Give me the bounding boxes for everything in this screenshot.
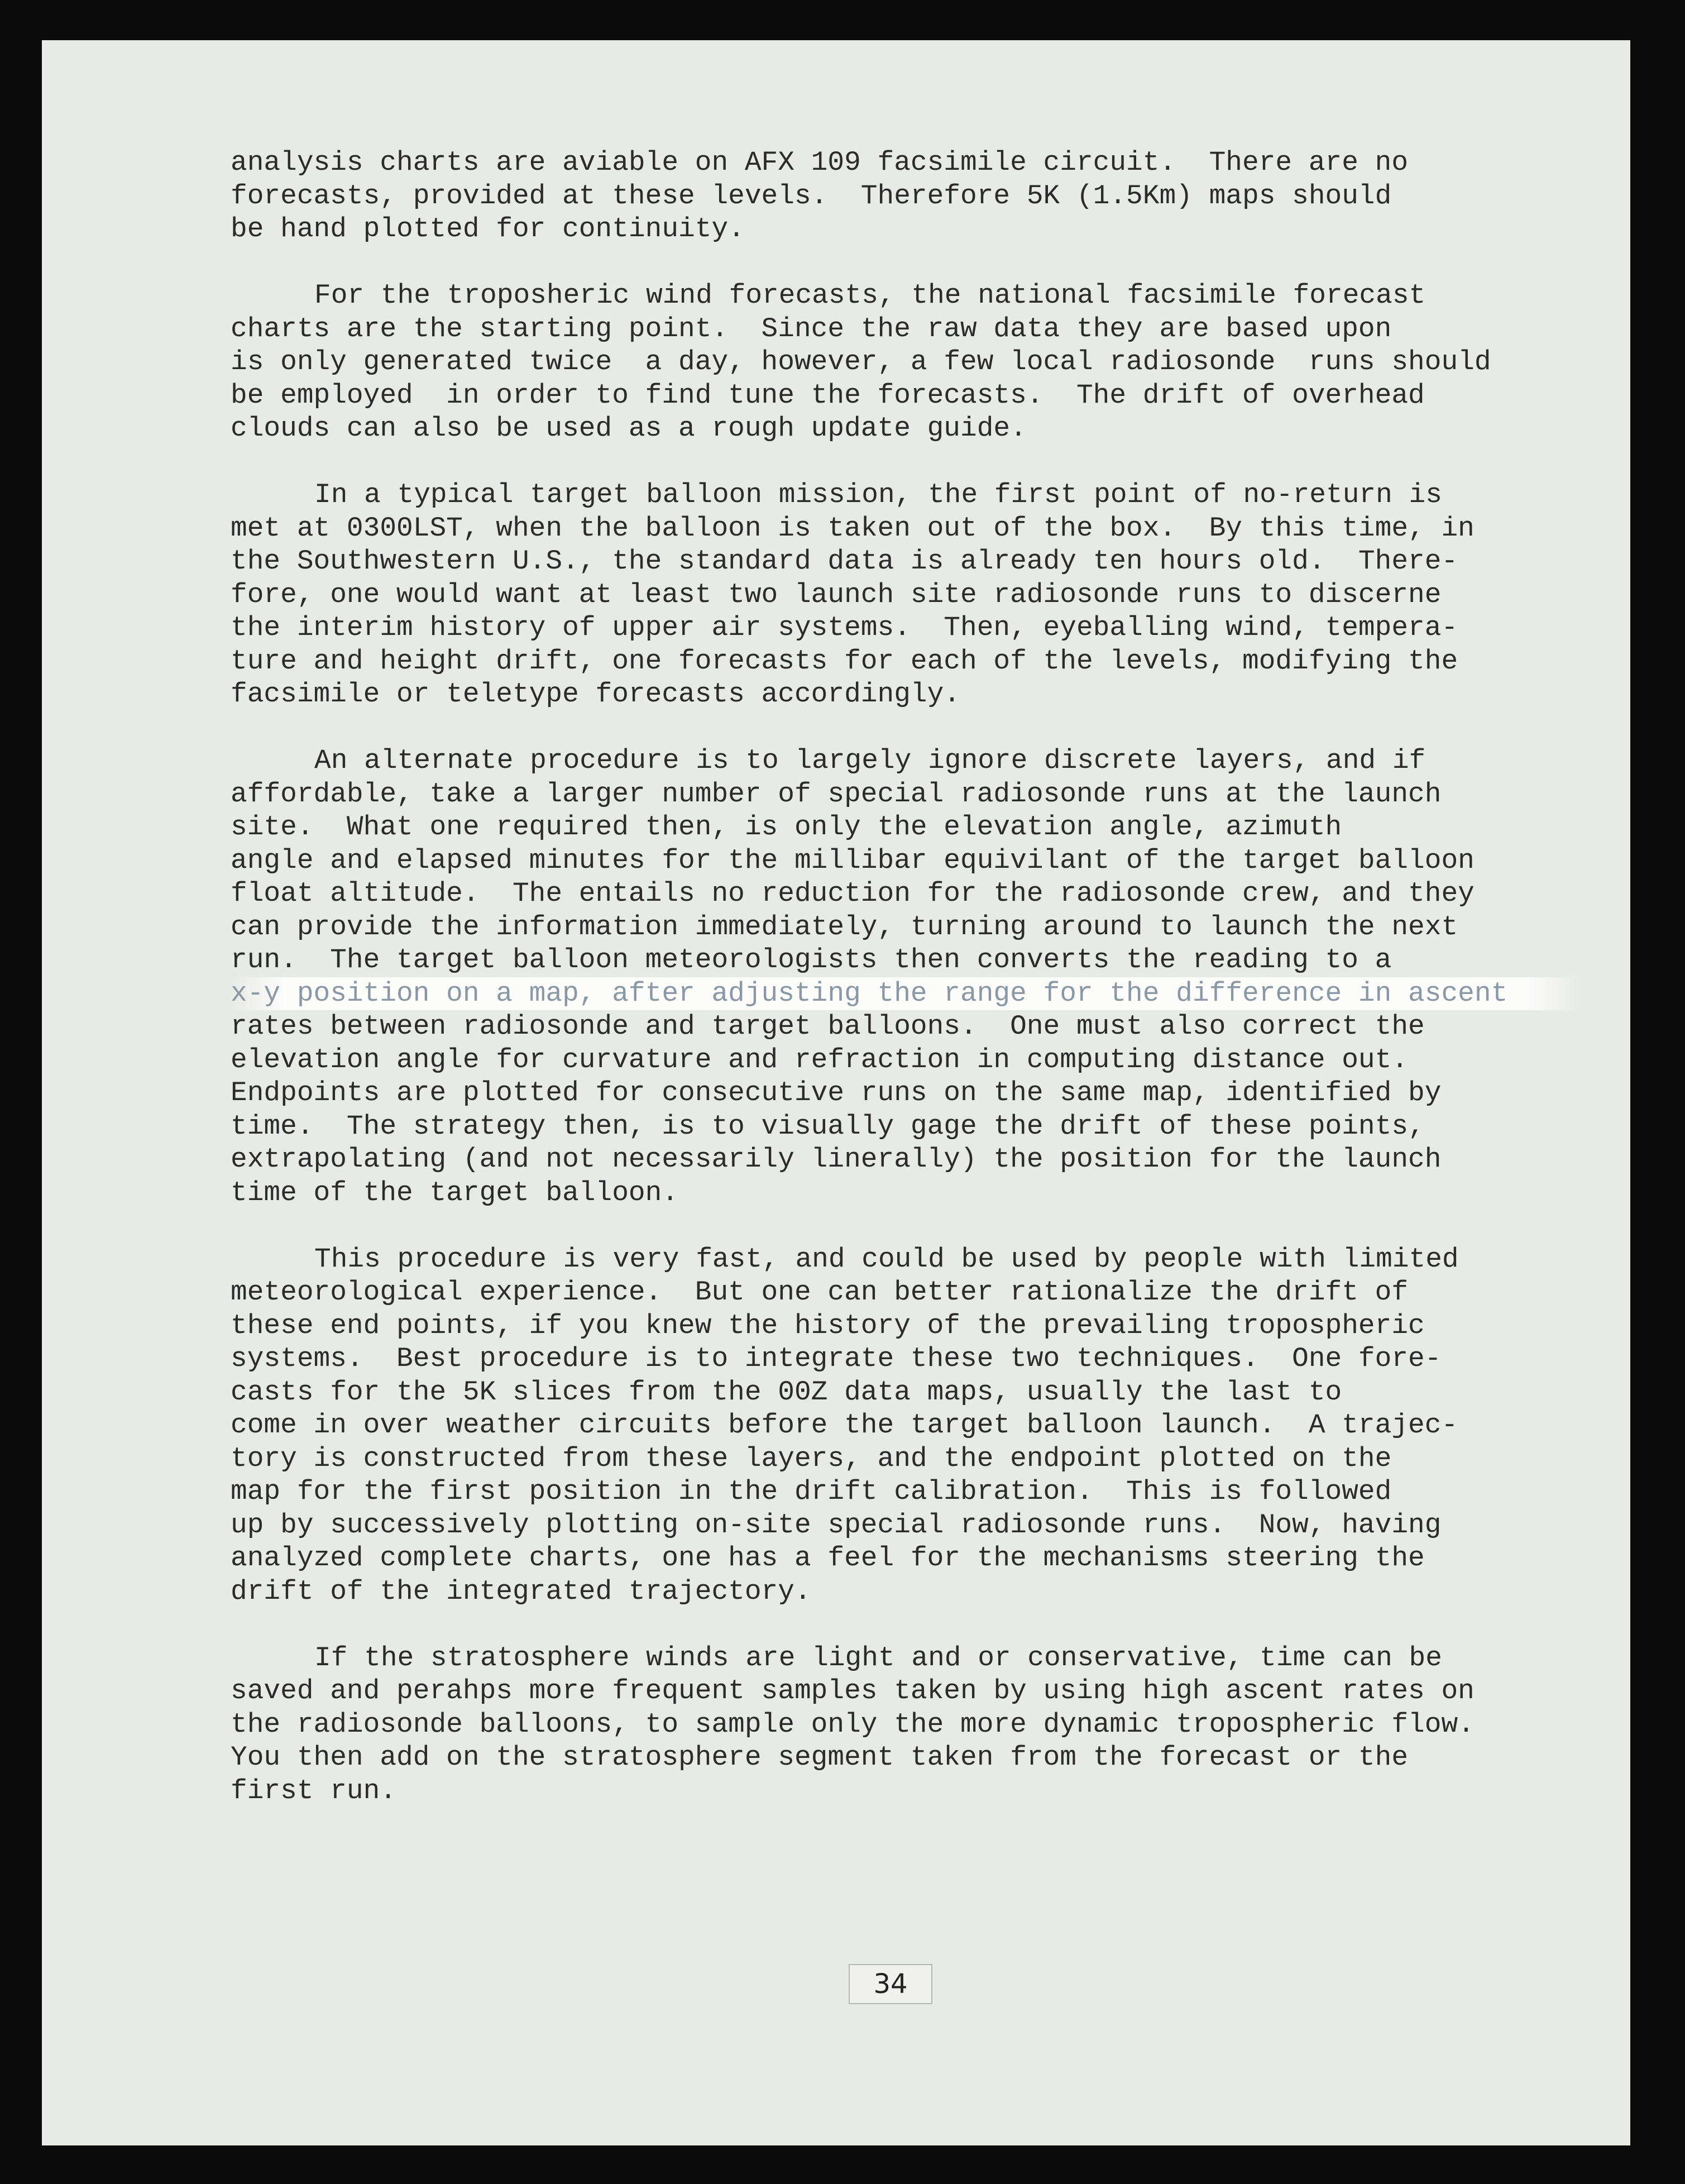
text-line: the interim history of upper air systems. Then, eyeballing wind, tempera- [231,612,1458,643]
text-line: If the stratosphere winds are light and or conservative, time can be [314,1642,1442,1674]
paragraph-6 [231,1642,1582,1808]
text-line: Endpoints are plotted for consecutive runs on the same map, identified by [231,1077,1442,1108]
text-line: charts are the starting point. Since the raw data they are based upon [231,313,1392,345]
text-line: run. The target balloon meteorologists then converts the reading to a [231,944,1392,976]
document-page [42,40,1630,2145]
text-line: drift of the integrated trajectory. [231,1575,811,1607]
text-line: met at 0300LST, when the balloon is taken out of the box. By this time, in [231,512,1475,544]
text-line: clouds can also be used as a rough update guide. [231,413,1027,444]
text-line: This procedure is very fast, and could be used by people with limited [314,1243,1459,1275]
text-line: time of the target balloon. [231,1177,679,1208]
text-line: rates between radiosonde and target balloons. One must also correct the [231,1011,1425,1042]
faded-text-line: x-y position on a map, after adjusting the range for the difference in ascent [231,977,1582,1011]
text-line: is only generated twice a day, however, a few local radiosonde runs should [231,346,1491,377]
text-line: elevation angle for curvature and refraction in computing distance out. [231,1044,1409,1076]
text-line: systems. Best procedure is to integrate these two techniques. One fore- [231,1343,1442,1374]
text-line: float altitude. The entails no reduction for the radiosonde crew, and they [231,878,1475,909]
text-line: analysis charts are aviable on AFX 109 facsimile circuit. There are no [231,147,1409,178]
text-line: site. What one required then, is only the elevation angle, azimuth [231,811,1342,843]
text-line: saved and perahps more frequent samples taken by using high ascent rates on [231,1675,1475,1707]
text-line: come in over weather circuits before the target balloon launch. A trajec- [231,1409,1458,1441]
page-number: 34 [849,1964,932,2004]
text-line: first run. [231,1775,397,1807]
text-line: fore, one would want at least two launch site radiosonde runs to discerne [231,579,1442,610]
text-line: casts for the 5K slices from the 00Z data maps, usually the last to [231,1376,1342,1408]
text-line: extrapolating (and not necessarily linerally) the position for the launch [231,1144,1442,1175]
text-line: angle and elapsed minutes for the millibar equivilant of the target balloon [231,844,1475,876]
text-line: be employed in order to find tune the forecasts. The drift of overhead [231,379,1425,411]
text-line: can provide the information immediately, turning around to launch the next [231,911,1458,943]
text-line: You then add on the stratosphere segment taken from the forecast or the [231,1742,1409,1773]
paragraph-1 [231,146,1582,246]
text-line: ture and height drift, one forecasts for each of the levels, modifying the [231,645,1458,677]
text-line: In a typical target balloon mission, the first point of no-return is [314,479,1442,510]
text-line: these end points, if you knew the history of the prevailing tropospheric [231,1310,1425,1341]
text-line: be hand plotted for continuity. [231,213,745,245]
text-line: time. The strategy then, is to visually gage the drift of these points, [231,1110,1425,1142]
paragraph-4 [231,744,1582,1210]
text-line: the Southwestern U.S., the standard data is already ten hours old. There- [231,546,1458,577]
text-line: up by successively plotting on-site special radiosonde runs. Now, having [231,1509,1442,1541]
text-line: meteorological experience. But one can better rationalize the drift of [231,1277,1409,1308]
body-text [231,146,1582,1841]
text-line: For the troposheric wind forecasts, the national facsimile forecast [314,280,1426,311]
text-line: forecasts, provided at these levels. Therefore 5K (1.5Km) maps should [231,180,1392,212]
text-line: map for the first position in the drift calibration. This is followed [231,1476,1392,1507]
text-line: facsimile or teletype forecasts accordingly. [231,678,961,710]
text-line: analyzed complete charts, one has a feel for the mechanisms steering the [231,1542,1425,1574]
paragraph-2 [231,279,1582,446]
text-line: affordable, take a larger number of special radiosonde runs at the launch [231,778,1442,810]
text-line: tory is constructed from these layers, and the endpoint plotted on the [231,1442,1392,1474]
text-line: the radiosonde balloons, to sample only the more dynamic tropospheric flow. [231,1708,1475,1740]
paragraph-3 [231,479,1582,711]
text-line: An alternate procedure is to largely ignore discrete layers, and if [314,745,1426,776]
paragraph-5 [231,1243,1582,1609]
